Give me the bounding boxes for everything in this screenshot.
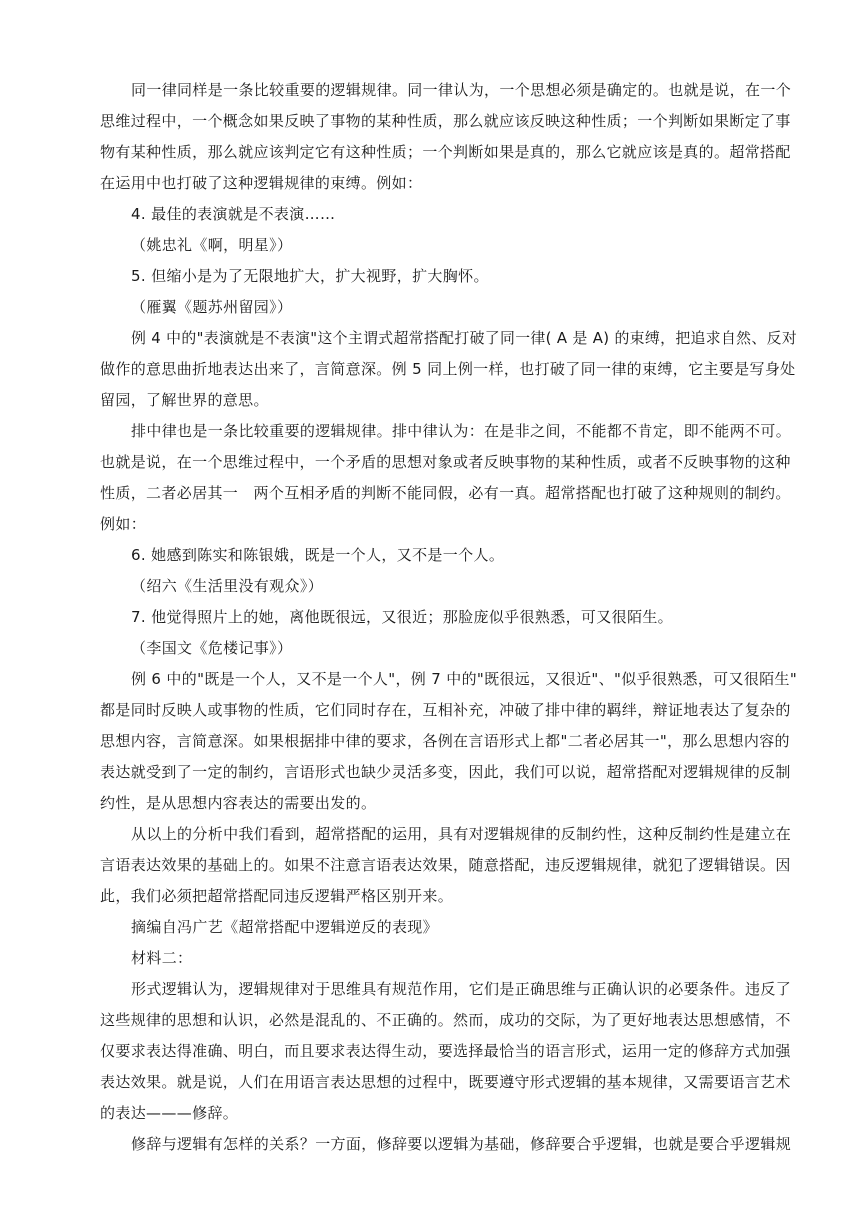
citation-line: （绍六《生活里没有观众》）: [131, 577, 324, 595]
section-heading: 材料二：: [131, 949, 193, 967]
citation-line: （李国文《危楼记事》）: [131, 639, 293, 657]
text-line: 都是同时反映人或事物的性质，它们同时存在，互相补充，冲破了排中律的羁绊，辩证地表达了复杂的: [100, 701, 791, 719]
text-line: 在运用中也打破了这种逻辑规律的束缚。例如：: [100, 174, 423, 192]
example-line: 4. 最佳的表演就是不表演……: [131, 205, 336, 223]
text-line: 例 4 中的"表演就是不表演"这个主谓式超常搭配打破了同一律( A 是 A) 的束缚，把追求自然、反对: [131, 329, 798, 347]
text-line: 也就是说，在一个思维过程中，一个矛盾的思想对象或者反映事物的某种性质，或者不反映事物的这种: [100, 453, 791, 471]
text-line: 形式逻辑认为，逻辑规律对于思维具有规范作用，它们是正确思维与正确认识的必要条件。违反了: [131, 980, 792, 998]
text-line: 留园，了解世界的意思。: [100, 391, 269, 409]
text-line: 这些规律的思想和认识，必然是混乱的、不正确的。然而，成功的交际，为了更好地表达思想感情，不: [100, 1011, 791, 1029]
citation-line: （姚忠礼《啊，明星》）: [131, 236, 293, 254]
text-line: 做作的意思曲折地表达出来了，言简意深。例 5 同上例一样，也打破了同一律的束缚，它主要是写身处: [100, 360, 796, 378]
text-line: 修辞与逻辑有怎样的关系？一方面，修辞要以逻辑为基础，修辞要合乎逻辑，也就是要合乎逻辑规: [131, 1135, 792, 1153]
example-line: 5. 但缩小是为了无限地扩大，扩大视野，扩大胸怀。: [131, 267, 489, 285]
text-line: 的表达———修辞。: [100, 1104, 239, 1122]
text-line: 表达效果。就是说，人们在用语言表达思想的过程中，既要遵守形式逻辑的基本规律，又需要语言艺术: [100, 1073, 791, 1091]
text-line: 物有某种性质，那么就应该判定它有这种性质；一个判断如果是真的，那么它就应该是真的。超常搭配: [100, 143, 791, 161]
text-line: 从以上的分析中我们看到，超常搭配的运用，具有对逻辑规律的反制约性，这种反制约性是建立在: [131, 825, 792, 843]
text-line: 言语表达效果的基础上的。如果不注意言语表达效果，随意搭配，违反逻辑规律，就犯了逻辑错误。因: [100, 856, 791, 874]
text-line: 约性，是从思想内容表达的需要出发的。: [100, 794, 377, 812]
text-line: 仅要求表达得准确、明白，而且要求表达得生动，要选择最恰当的语言形式，运用一定的修辞方式加强: [100, 1042, 791, 1060]
example-line: 7. 他觉得照片上的她，离他既很远，又很近；那脸庞似乎很熟悉，可又很陌生。: [131, 608, 674, 626]
text-line: 性质，二者必居其一 两个互相矛盾的判断不能同假，必有一真。超常搭配也打破了这种规则的制约。: [100, 484, 791, 502]
text-line: 同一律同样是一条比较重要的逻辑规律。同一律认为，一个思想必须是确定的。也就是说，在一个: [131, 81, 792, 99]
text-line: 此，我们必须把超常搭配同违反逻辑严格区别开来。: [100, 887, 454, 905]
text-line: 思想内容，言简意深。如果根据排中律的要求，各例在言语形式上都"二者必居其一"，那么思想内容的: [100, 732, 790, 750]
example-line: 6. 她感到陈实和陈银娥，既是一个人，又不是一个人。: [131, 546, 505, 564]
text-line: 例如：: [100, 515, 147, 533]
text-line: 表达就受到了一定的制约，言语形式也缺少灵活多变，因此，我们可以说，超常搭配对逻辑规律的反制: [100, 763, 791, 781]
citation-line: （雁翼《题苏州留园》）: [131, 298, 293, 316]
text-line: 例 6 中的"既是一个人，又不是一个人"，例 7 中的"既很远，又很近"、"似乎很熟悉，可又很陌生": [131, 670, 798, 688]
text-line: 排中律也是一条比较重要的逻辑规律。排中律认为：在是非之间，不能都不肯定，即不能两不可。: [131, 422, 792, 440]
source-line: 摘编自冯广艺《超常搭配中逻辑逆反的表现》: [131, 918, 439, 936]
text-line: 思维过程中，一个概念如果反映了事物的某种性质，那么就应该反映这种性质；一个判断如果断定了事: [100, 112, 791, 130]
